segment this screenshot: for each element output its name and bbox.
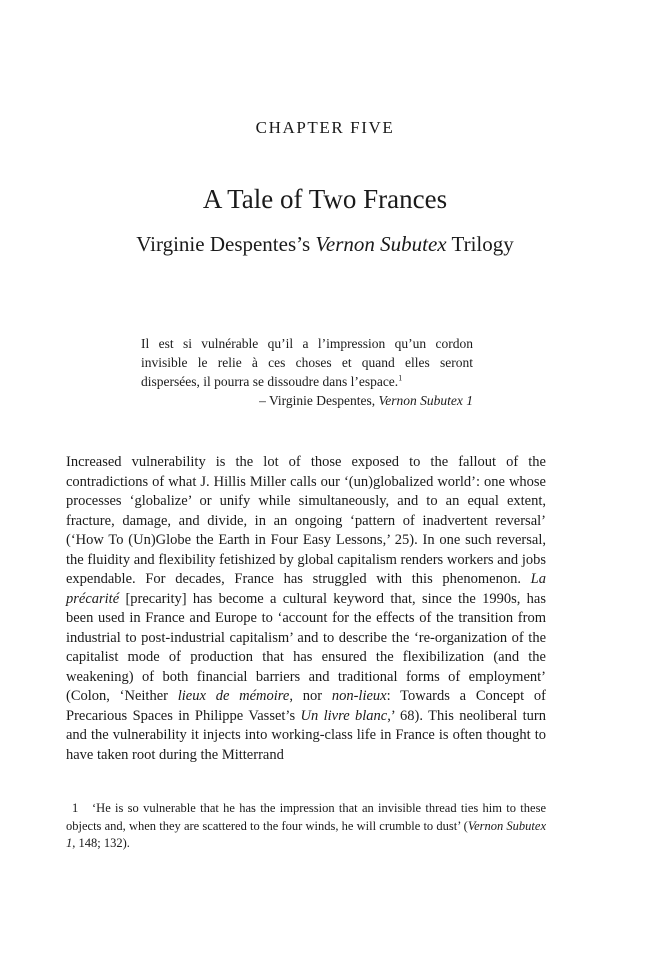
subtitle-italic-title: Vernon Subutex — [315, 232, 447, 256]
footnote-number: 1 — [72, 801, 79, 815]
subtitle-text-pre: Virginie Despentes’s — [136, 232, 316, 256]
footnote-text-end: , 148; 132). — [72, 836, 130, 850]
body-text-run: [precarity] has become a cultural keyword that, since the 1990s, has been used in France and Europe to ‘account for the effects of the transition from industrial to post-industrial capitalism’ and to describe the ‘re-organization of the capitalist mode of production that has ensured the flexibilization (and the weakening) of both financial barriers and traditional forms of employment’ (Colon, ‘Neither — [66, 590, 546, 704]
attribution-work: Vernon Subutex 1 — [378, 393, 473, 408]
body-italic-run: La précarité — [66, 571, 546, 607]
body-text-run: , nor — [289, 688, 332, 704]
epigraph-attribution — [141, 391, 473, 410]
attribution-author: – Virginie Despentes, — [259, 393, 379, 408]
epigraph-text: Il est si vulnérable qu’il a l’impression qu’un cordon invisible le relie à ces choses et quand elles seront dispersées, il pourra se dissoudre dans l’espace. — [141, 336, 473, 389]
body-italic-run: Un livre blanc — [300, 707, 388, 724]
epigraph-quote — [141, 334, 473, 391]
footnote — [66, 800, 546, 853]
body-italic-run: non-lieux — [331, 688, 387, 704]
body-text-run: ,’ 68). This neoliberal turn and the vulnerability it injects into working-class life in France is often thought to have taken root during the Mitterrand — [66, 707, 546, 763]
body-italic-run: lieux de mémoire — [177, 688, 290, 704]
footnote-ref[interactable]: 1 — [398, 373, 403, 383]
epigraph — [141, 334, 473, 410]
footnote-text: ‘He is so vulnerable that he has the impression that an invisible thread ties him to these objects and, when they are scattered to the four winds, he will crumble to dust’ ( — [66, 801, 546, 833]
body-text-run: Increased vulnerability is the lot of those exposed to the fallout of the contradictions of what J. Hillis Miller calls our ‘(un)globalized world’: one whose processes ‘globalize’ or unify while simultaneously, and to an equal extent, fracture, damage, and divide, in an ongoing ‘pattern of inadvertent reversal’ (‘How To (Un)Globe the Earth in Four Easy Lessons,’ 25). In one such reversal, the fluidity and flexibility fetishized by global capitalism renders workers and jobs expendable. For decades, France has struggled with this phenomenon. — [66, 454, 546, 587]
chapter-subtitle — [0, 232, 650, 257]
body-paragraph — [66, 453, 546, 765]
footnote-italic-title: Vernon Subutex 1 — [66, 818, 546, 850]
chapter-number-label: CHAPTER FIVE — [255, 118, 395, 137]
body-text-run: : Towards a Concept of Precarious Spaces in Philippe Vasset’s — [66, 688, 546, 724]
subtitle-text-post: Trilogy — [446, 232, 514, 256]
chapter-title: A Tale of Two Frances — [202, 184, 448, 214]
